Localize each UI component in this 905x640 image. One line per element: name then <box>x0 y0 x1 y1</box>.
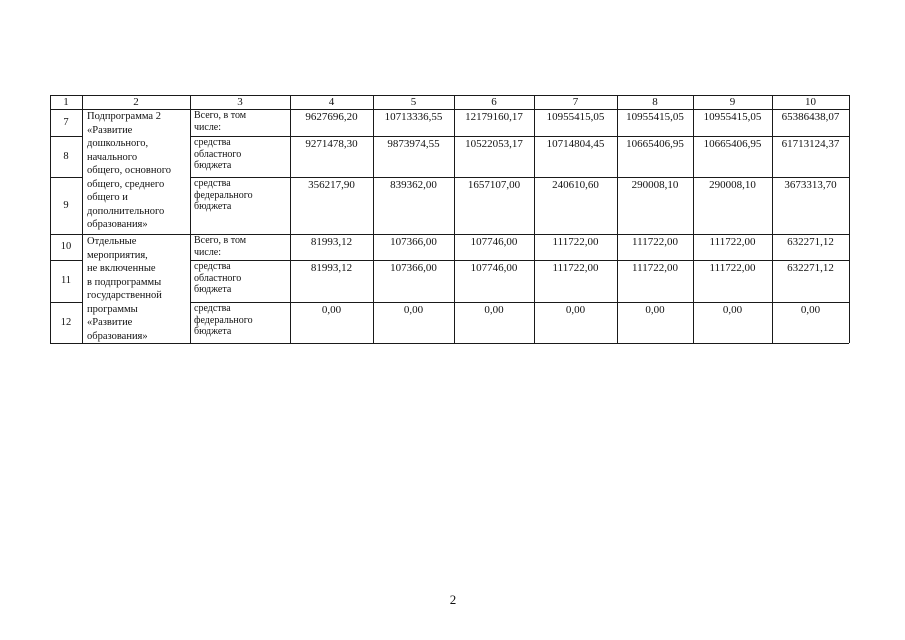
row-number: 7 <box>63 116 69 128</box>
program-name-line: общего и <box>87 192 128 203</box>
row-number: 8 <box>63 150 69 162</box>
program-name-line: общего, среднего <box>87 178 165 190</box>
fin-source-line: Всего, в том <box>194 235 247 246</box>
row-number: 10 <box>60 241 72 252</box>
fin-source-line: бюджета <box>194 284 232 295</box>
fin-source-line: федерального <box>194 314 253 326</box>
header-cell: 9 <box>729 96 736 108</box>
row-number: 11 <box>60 275 72 286</box>
program-name-line: не включенные <box>87 263 156 274</box>
value-cell: 12179160,17 <box>465 111 523 123</box>
fin-source-line: бюджета <box>194 201 232 212</box>
program-name-line: «Развитие <box>87 317 133 328</box>
header-cell: 8 <box>652 96 658 108</box>
value-cell: 111722,00 <box>709 262 756 274</box>
fin-source-line: областного <box>194 272 242 284</box>
header-cell: 1 <box>63 96 69 108</box>
program-name-line: «Развитие <box>87 124 133 136</box>
header-cell: 5 <box>410 96 417 108</box>
table-hline <box>50 234 849 235</box>
value-cell: 0,00 <box>565 304 586 316</box>
value-cell: 839362,00 <box>390 179 437 191</box>
fin-source-line: бюджета <box>194 160 232 171</box>
value-cell: 111722,00 <box>632 262 678 274</box>
value-cell: 10955415,05 <box>626 111 684 123</box>
header-cell: 4 <box>328 96 335 108</box>
value-cell: 632271,12 <box>787 236 834 248</box>
program-name-line: в подпрограммы <box>87 276 162 288</box>
value-cell: 3673313,70 <box>784 179 837 191</box>
value-cell: 81993,12 <box>310 236 353 248</box>
value-cell: 10714804,45 <box>546 138 605 150</box>
value-cell: 10665406,95 <box>703 138 762 150</box>
value-cell: 107366,00 <box>390 262 437 274</box>
value-cell: 111722,00 <box>552 236 599 248</box>
header-cell: 7 <box>572 96 579 108</box>
value-cell: 290008,10 <box>709 179 756 191</box>
program-name-line: образования» <box>87 219 148 230</box>
value-cell: 9271478,30 <box>305 138 358 150</box>
value-cell: 107746,00 <box>470 262 518 274</box>
fin-source-line: средства <box>194 137 231 148</box>
program-name-line: государственной <box>87 290 162 301</box>
fin-source-line: Всего, в том <box>194 110 247 121</box>
value-cell: 111722,00 <box>552 262 599 274</box>
value-cell: 111722,00 <box>709 236 756 248</box>
table-hline <box>50 109 849 110</box>
program-name-line: образования» <box>87 330 148 342</box>
fin-source-line: областного <box>194 148 242 160</box>
table-vline <box>849 95 850 343</box>
fin-source-line: средства <box>194 261 231 272</box>
program-name-line: начального <box>87 151 138 163</box>
fin-source-line: средства <box>194 178 231 189</box>
program-name-line: дополнительного <box>87 205 165 217</box>
program-name-line: программы <box>87 303 138 315</box>
table-vline <box>50 95 51 343</box>
value-cell: 0,00 <box>800 304 821 316</box>
value-cell: 290008,10 <box>631 179 679 191</box>
value-cell: 632271,12 <box>787 262 834 274</box>
value-cell: 0,00 <box>403 304 424 316</box>
value-cell: 1657107,00 <box>467 179 521 191</box>
row-number: 12 <box>60 316 72 328</box>
program-name-line: дошкольного, <box>87 138 149 149</box>
value-cell: 0,00 <box>484 304 504 316</box>
fin-source-line: числе: <box>194 121 222 133</box>
program-name-line: Отдельные <box>87 236 137 247</box>
value-cell: 61713124,37 <box>781 138 840 150</box>
value-cell: 356217,90 <box>308 179 355 191</box>
value-cell: 10955415,05 <box>546 111 605 123</box>
header-cell: 10 <box>805 96 816 108</box>
value-cell: 10955415,05 <box>703 111 762 123</box>
fin-source-line: бюджета <box>194 326 232 337</box>
table-hline <box>50 343 849 344</box>
value-cell: 0,00 <box>722 304 743 316</box>
value-cell: 107746,00 <box>470 236 518 248</box>
table-vline <box>82 95 83 343</box>
value-cell: 107366,00 <box>390 236 437 248</box>
value-cell: 10522053,17 <box>465 138 523 150</box>
fin-source-line: числе: <box>194 246 222 258</box>
header-cell: 3 <box>237 96 243 108</box>
header-cell: 2 <box>133 96 139 108</box>
value-cell: 65386438,07 <box>781 111 840 123</box>
fin-source-line: федерального <box>194 189 253 201</box>
table-vline <box>190 95 191 343</box>
page-number: 2 <box>449 592 457 607</box>
value-cell: 0,00 <box>645 304 665 316</box>
fin-source-line: средства <box>194 303 231 314</box>
value-cell: 81993,12 <box>310 262 353 274</box>
header-cell: 6 <box>491 96 497 108</box>
value-cell: 10665406,95 <box>626 138 684 150</box>
value-cell: 0,00 <box>321 304 342 316</box>
value-cell: 9627696,20 <box>305 111 358 123</box>
value-cell: 111722,00 <box>632 236 678 248</box>
value-cell: 240610,60 <box>552 179 599 191</box>
program-name-line: мероприятия, <box>87 249 148 261</box>
value-cell: 10713336,55 <box>384 111 443 123</box>
program-name-line: общего, основного <box>87 165 172 176</box>
program-name-line: Подпрограмма 2 <box>87 111 161 122</box>
row-number: 9 <box>63 199 69 211</box>
value-cell: 9873974,55 <box>387 138 440 150</box>
